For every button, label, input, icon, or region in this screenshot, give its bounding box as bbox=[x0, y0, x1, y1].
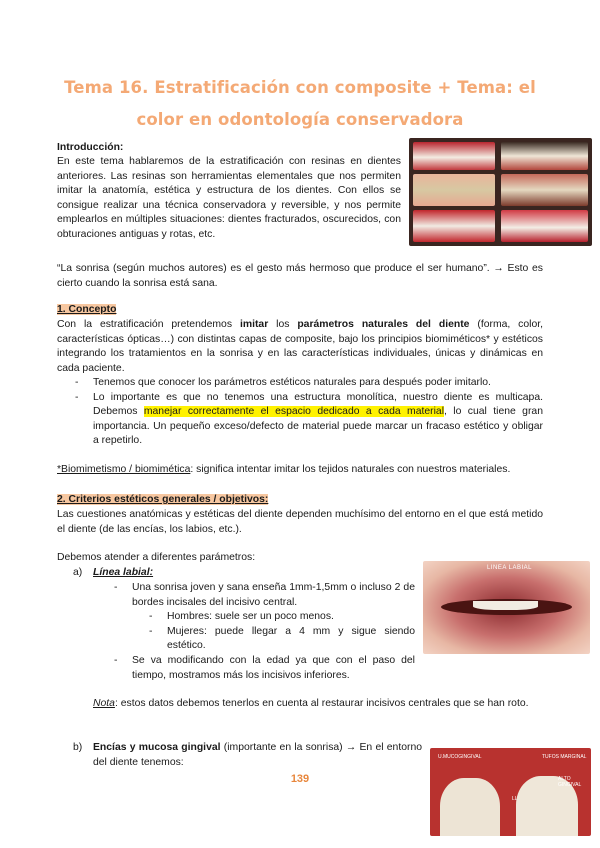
linea-labial-bullet-1 bbox=[110, 581, 415, 610]
teeth-collage-image bbox=[409, 138, 592, 246]
concepto-text-imitar: imitar bbox=[239, 319, 269, 330]
criterios-heading-text: 2. Criterios estéticos generales / objetivos: bbox=[57, 494, 269, 505]
sub-hombres-text: Hombres: suele ser un poco menos. bbox=[167, 611, 334, 623]
concepto-bullet-1-text: Tenemos que conocer los parámetros estéticos naturales para después poder imitarlo. bbox=[93, 377, 491, 388]
intro-heading: Introducción: bbox=[57, 142, 124, 153]
item-a-title: Línea labial: bbox=[93, 567, 154, 578]
concepto-bullet-2 bbox=[71, 391, 543, 449]
gum-label-right: TUFOS MARGINAL bbox=[542, 754, 587, 760]
linea-labial-sub-hombres bbox=[145, 610, 415, 625]
criterios-atender: Debemos atender a diferentes parámetros: bbox=[57, 552, 256, 563]
concepto-bullet-2-text-b: , lo cual tiene gran importancia. Un pequeño exceso/defecto de material puede marcar un fracaso estético y obligar a repetirlo. bbox=[93, 406, 543, 447]
biomimetismo-footnote bbox=[57, 463, 543, 478]
intro-paragraph: En este tema hablaremos de la estratificación con resinas en dientes anteriores. Las resinas son herramientas elementales que nos permiten imitar la anatomía, estética y estructura de los dientes. Con ellos se consigue realizar una técnica conservadora y reversible, y nos permite emplearlos en múltiples situaciones: dientes fracturados, oscurecidos, con obturaciones antiguas y rotas, etc. bbox=[57, 156, 401, 240]
gum-label-right2: ALTO GINGIVAL bbox=[558, 776, 582, 788]
nota-paragraph bbox=[93, 697, 543, 712]
concepto-text-a: Con la estratificación pretendemos bbox=[57, 319, 240, 330]
footnote-term: *Biomimetismo / biomimética bbox=[57, 464, 191, 475]
criterios-intro: Las cuestiones anatómicas y estéticas del diente dependen muchísimo del entorno en el que está metido el diente (de las encías, los labios, etc.). bbox=[57, 509, 543, 535]
concepto-heading-text: 1. Concepto bbox=[57, 304, 117, 315]
linea-labial-bullet-1-text: Una sonrisa joven y sana enseña 1mm-1,5mm o incluso 2 de bordes incisales del incisivo central. bbox=[132, 582, 415, 608]
gum-label-left: U.MUCOGINGIVAL bbox=[438, 754, 482, 760]
page-number: 139 bbox=[290, 773, 310, 785]
nota-text: : estos datos debemos tenerlos en cuenta al restaurar incisivos centrales que se han roto. bbox=[114, 698, 529, 709]
concepto-bullet-2-text-a: Lo importante es que no tenemos una estructura monolítica, nuestro diente es multicapa. Debemos bbox=[93, 391, 543, 418]
item-b-title: Encías y mucosa gingival bbox=[93, 742, 221, 753]
item-a-marker: a) bbox=[73, 567, 83, 578]
concepto-text-e: (forma, color, características ópticas…) con distintas capas de composite, bajo los principios biomiméticos* y estéticos integrando los tratamientos en la sonrisa y en las características individuales, únicas y dinámicas en cada paciente. bbox=[57, 319, 543, 374]
section-heading-concepto bbox=[57, 303, 116, 318]
lips-image-label: LINEA LABIAL bbox=[487, 565, 533, 571]
gingiva-teeth-image bbox=[430, 748, 591, 836]
document-title: Tema 16. Estratificación con composite + Tema: el color en odontología conservadora bbox=[64, 78, 536, 129]
concepto-text-parametros: parámetros naturales del diente bbox=[297, 319, 470, 330]
sub-mujeres-text: Mujeres: puede llegar a 4 mm y sigue siendo estético. bbox=[167, 625, 415, 652]
concepto-bullet-2-highlight: manejar correctamente el espacio dedicado a cada material bbox=[143, 406, 444, 418]
concepto-bullet-list bbox=[71, 376, 543, 449]
gum-label-mid: LL bbox=[512, 796, 518, 802]
lips-smile-image bbox=[423, 561, 590, 654]
intro-quote: “La sonrisa (según muchos autores) es el gesto más hermoso que produce el ser humano”. → Esto es cierto cuando la sonrisa está sana. bbox=[57, 263, 543, 289]
concepto-text-c: los bbox=[268, 319, 298, 330]
linea-labial-bullet-2-text: Se va modificando con la edad ya que con el paso del tiempo, mostramos más los incisivos inferiores. bbox=[132, 654, 415, 681]
concepto-paragraph bbox=[57, 318, 543, 376]
footnote-text: : significa intentar imitar los tejidos naturales con nuestros materiales. bbox=[190, 464, 511, 475]
item-b-text: (importante en la sonrisa) → En el entorno del diente tenemos: bbox=[93, 742, 423, 768]
linea-labial-bullets bbox=[110, 581, 415, 683]
section-heading-criterios bbox=[57, 493, 268, 508]
concepto-bullet-1 bbox=[71, 376, 543, 391]
item-b-paragraph bbox=[93, 741, 422, 770]
nota-label: Nota bbox=[93, 698, 115, 709]
item-b-marker: b) bbox=[73, 742, 83, 753]
linea-labial-bullet-2 bbox=[110, 654, 415, 683]
linea-labial-sub-mujeres bbox=[145, 625, 415, 654]
